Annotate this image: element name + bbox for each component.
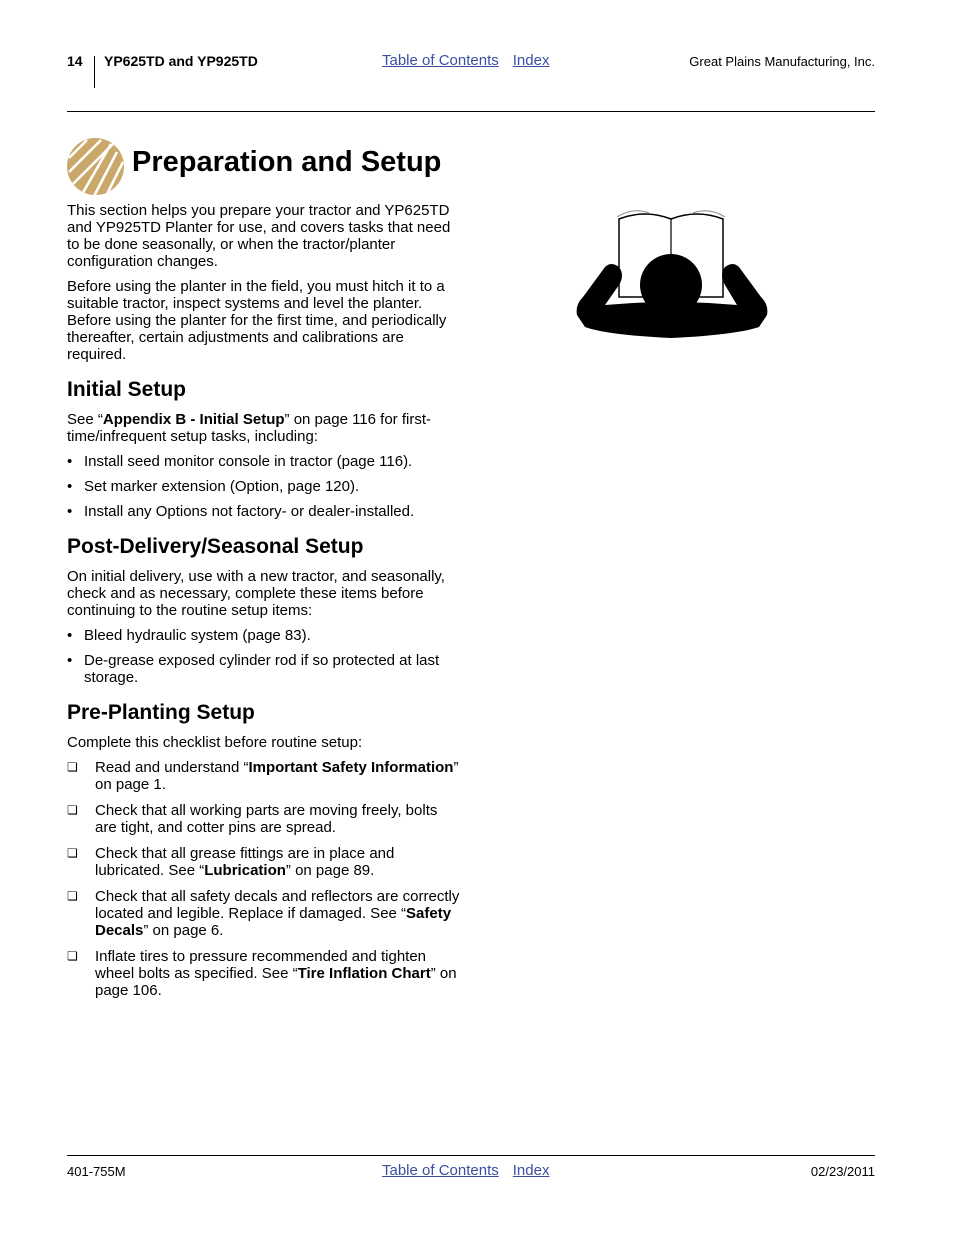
list-item: • Bleed hydraulic system (page 83). <box>67 627 462 644</box>
great-plains-logo-icon <box>67 138 124 195</box>
initial-setup-list <box>67 453 462 520</box>
checklist-text: ” on page 6. <box>143 922 224 939</box>
checklist-item <box>67 845 462 879</box>
list-item: • Install seed monitor console in tractor (page 116). <box>67 453 462 470</box>
model-name: YP625TD and YP925TD <box>104 53 258 69</box>
appendix-b-ref: Appendix B - Initial Setup <box>102 411 285 428</box>
list-item: • Install any Options not factory- or dealer-installed. <box>67 503 462 520</box>
checklist-text: Check that all grease fittings are in place and lubricated. See “ <box>95 845 395 879</box>
intro-paragraph-1: This section helps you prepare your tractor and YP625TD and YP925TD Planter for use, and covers tasks that need to be done seasonally, or when the tractor/planter configuration changes. <box>67 202 451 270</box>
checklist-item <box>67 948 462 999</box>
part-number: 401-755M <box>67 1164 126 1179</box>
page-title: Preparation and Setup <box>132 146 442 178</box>
initial-setup-intro-post: ” on page 116 for first-time/infrequent setup tasks, including: <box>67 411 431 445</box>
checklist-ref: Tire Inflation Chart <box>297 965 431 982</box>
company-name: Great Plains Manufacturing, Inc. <box>689 54 875 69</box>
checklist-item <box>67 759 462 793</box>
checklist-text: ” on page 89. <box>285 862 375 879</box>
page-number: 14 <box>67 53 83 69</box>
header-nav <box>382 52 549 69</box>
initial-setup-intro-pre: See “ <box>67 411 103 428</box>
checklist-text: Inflate tires to pressure recommended and tighten wheel bolts as specified. See “ <box>95 948 427 982</box>
footer-toc-link[interactable]: Table of Contents <box>382 1162 499 1179</box>
toc-link[interactable]: Table of Contents <box>382 52 499 69</box>
post-delivery-heading: Post-Delivery/Seasonal Setup <box>67 535 364 558</box>
checklist-text: ” on page 1. <box>95 759 459 793</box>
intro-paragraph-2: Before using the planter in the field, you must hitch it to a suitable tractor, inspect systems and level the planter. Before using the planter for the first time, and periodically thereafter, certain adjustments and calibrations are required. <box>67 278 447 363</box>
initial-setup-intro <box>67 411 462 445</box>
pre-planting-heading: Pre-Planting Setup <box>67 701 255 724</box>
checklist-ref: Safety Decals <box>95 905 452 939</box>
header-rule <box>67 111 875 112</box>
post-delivery-intro: On initial delivery, use with a new tractor, and seasonally, check and as necessary, complete these items before continuing to the routine setup items: <box>67 568 445 619</box>
person-reading-manual-icon <box>575 205 769 341</box>
index-link[interactable]: Index <box>512 52 550 69</box>
list-item: • Set marker extension (Option, page 120). <box>67 478 462 495</box>
pre-planting-intro: Complete this checklist before routine setup: <box>67 734 363 751</box>
checklist-text: Check that all safety decals and reflectors are correctly located and legible. Replace if damaged. See “ <box>95 888 460 922</box>
checklist-ref: Important Safety Information <box>248 759 454 776</box>
initial-setup-heading: Initial Setup <box>67 378 187 401</box>
footer-nav <box>382 1162 549 1179</box>
checklist-item: ❏ Check that all working parts are moving freely, bolts are tight, and cotter pins are spread. <box>67 802 462 836</box>
page-header <box>0 52 954 88</box>
revision-date: 02/23/2011 <box>810 1164 875 1179</box>
checklist-item <box>67 888 462 939</box>
post-delivery-list <box>67 627 462 686</box>
footer-index-link[interactable]: Index <box>512 1162 550 1179</box>
checklist-text: Read and understand “ <box>95 759 249 776</box>
main-column <box>67 202 462 1008</box>
pre-planting-checklist <box>67 759 462 999</box>
checklist-ref: Lubrication <box>204 862 286 879</box>
list-item: • De-grease exposed cylinder rod if so protected at last storage. <box>67 652 462 686</box>
header-divider <box>94 56 95 88</box>
checklist-text: ” on page 106. <box>95 965 457 999</box>
footer-rule <box>67 1155 875 1156</box>
